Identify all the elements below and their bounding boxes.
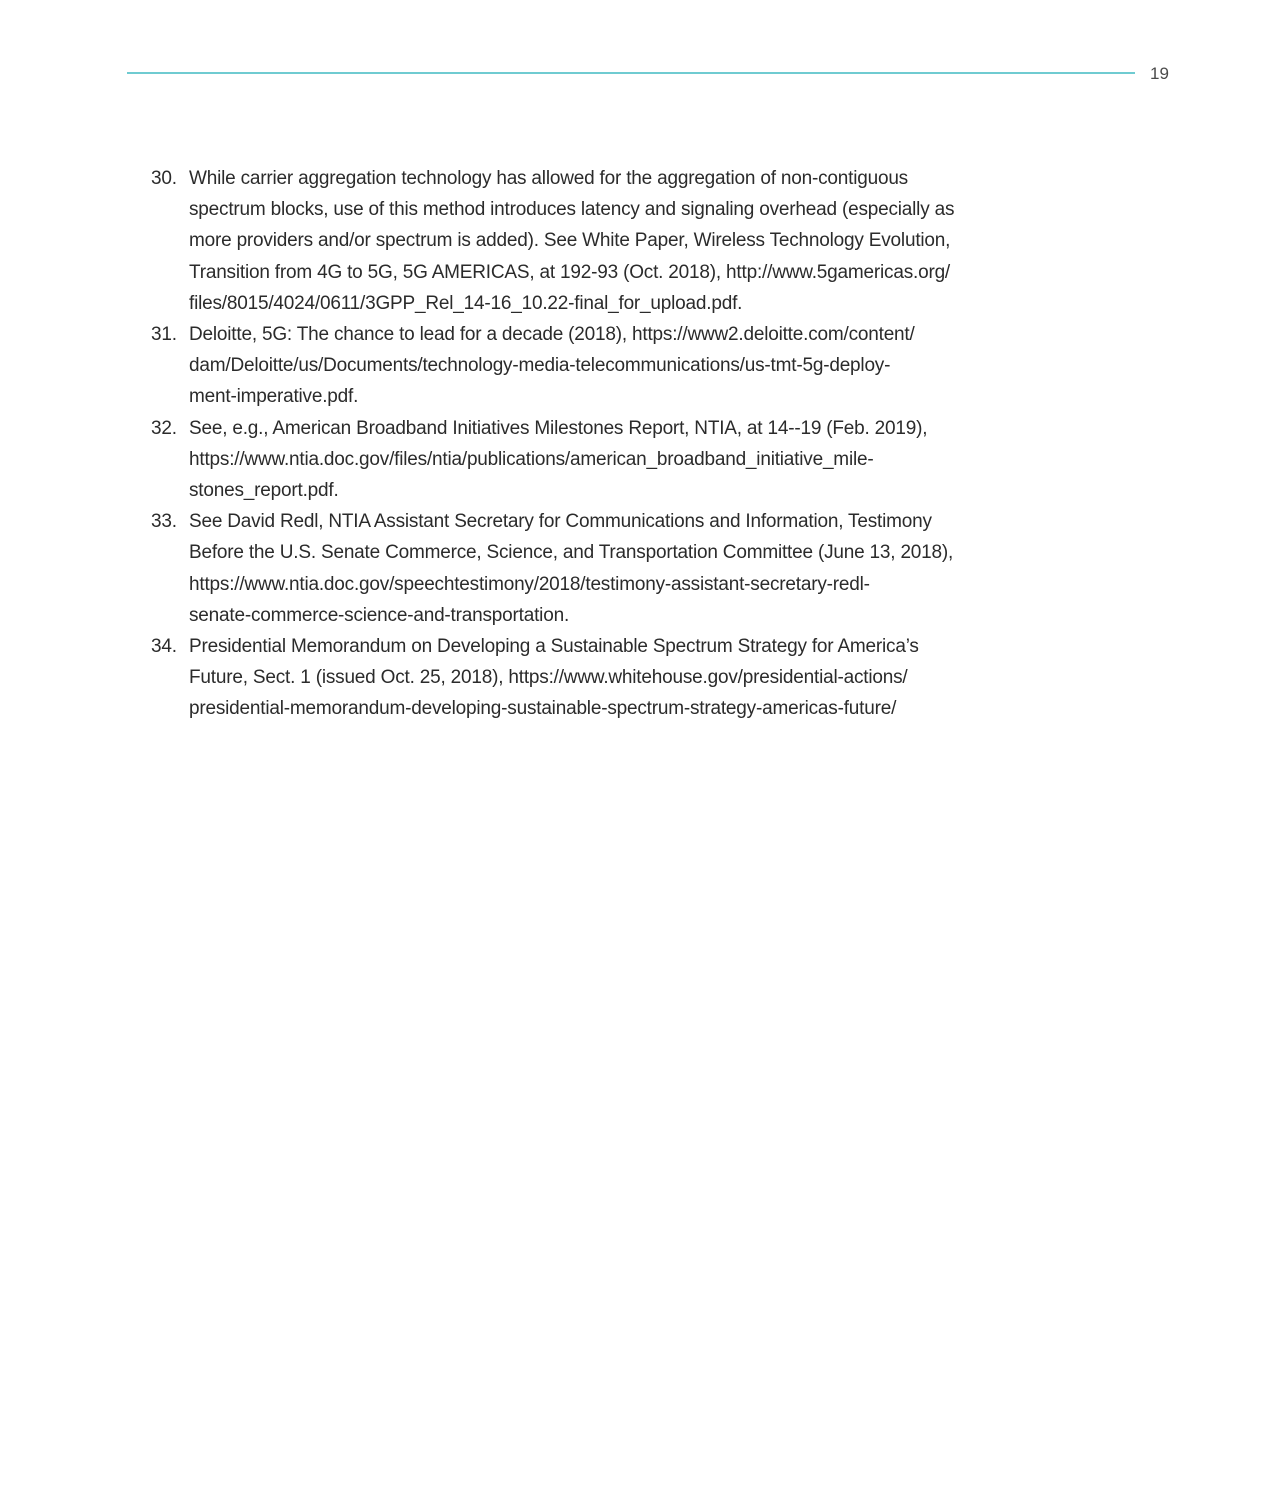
endnote-34 [140,631,985,725]
endnote-text-line: Future, Sect. 1 (issued Oct. 25, 2018), https://www.whitehouse.gov/presidential-actions/ [189,667,908,689]
endnote-text-line: more providers and/or spectrum is added). See White Paper, Wireless Technology Evolution, [189,230,951,252]
endnote-number: 31. [151,324,177,346]
endnote-number: 30. [151,168,177,189]
header-rule [127,72,1135,74]
endnote-text-line: Deloitte, 5G: The chance to lead for a decade (2018), https://www2.deloitte.com/content/ [189,324,915,346]
endnote-text-line: dam/Deloitte/us/Documents/technology-media-telecommunications/us-tmt-5g-deploy- [189,355,891,377]
endnote-text-line: See David Redl, NTIA Assistant Secretary for Communications and Information, Testimony [189,511,932,533]
endnote-33 [140,506,985,631]
endnote-text-line: https://www.ntia.doc.gov/speechtestimony/2018/testimony-assistant-secretary-redl- [189,573,870,595]
endnote-number: 32. [151,417,177,439]
endnote-number: 33. [151,511,177,533]
endnote-text-line: ment-imperative.pdf. [189,386,359,408]
endnote-text-line: Transition from 4G to 5G, 5G AMERICAS, at 192-93 (Oct. 2018), http://www.5gamericas.org/ [189,261,951,283]
endnote-text-line: https://www.ntia.doc.gov/files/ntia/publications/american_broadband_initiative_mile- [189,448,874,470]
endnote-text-line: presidential-memorandum-developing-sustainable-spectrum-strategy-americas-future/ [189,698,897,720]
endnote-text-line: senate-commerce-science-and-transportation. [189,604,570,626]
endnote-31 [140,319,985,413]
endnote-text-line: files/8015/4024/0611/3GPP_Rel_14-16_10.22-final_for_upload.pdf. [189,292,743,314]
endnote-number: 34. [151,636,177,658]
endnote-text-line: stones_report.pdf. [189,480,339,502]
page-number: 19 [1150,64,1169,83]
endnote-text-line: See, e.g., American Broadband Initiatives Milestones Report, NTIA, at 14--19 (Feb. 2019), [189,417,928,439]
endnote-text-line: spectrum blocks, use of this method introduces latency and signaling overhead (especially as [189,199,955,221]
endnote-32 [140,413,985,507]
endnote-30 [140,163,985,319]
endnotes-list [140,163,985,725]
endnote-text-line: Before the U.S. Senate Commerce, Science, and Transportation Committee (June 13, 2018), [189,542,954,564]
endnote-text-line: Presidential Memorandum on Developing a Sustainable Spectrum Strategy for America’s [189,636,919,658]
endnote-text-line: While carrier aggregation technology has allowed for the aggregation of non-contiguous [189,168,908,189]
